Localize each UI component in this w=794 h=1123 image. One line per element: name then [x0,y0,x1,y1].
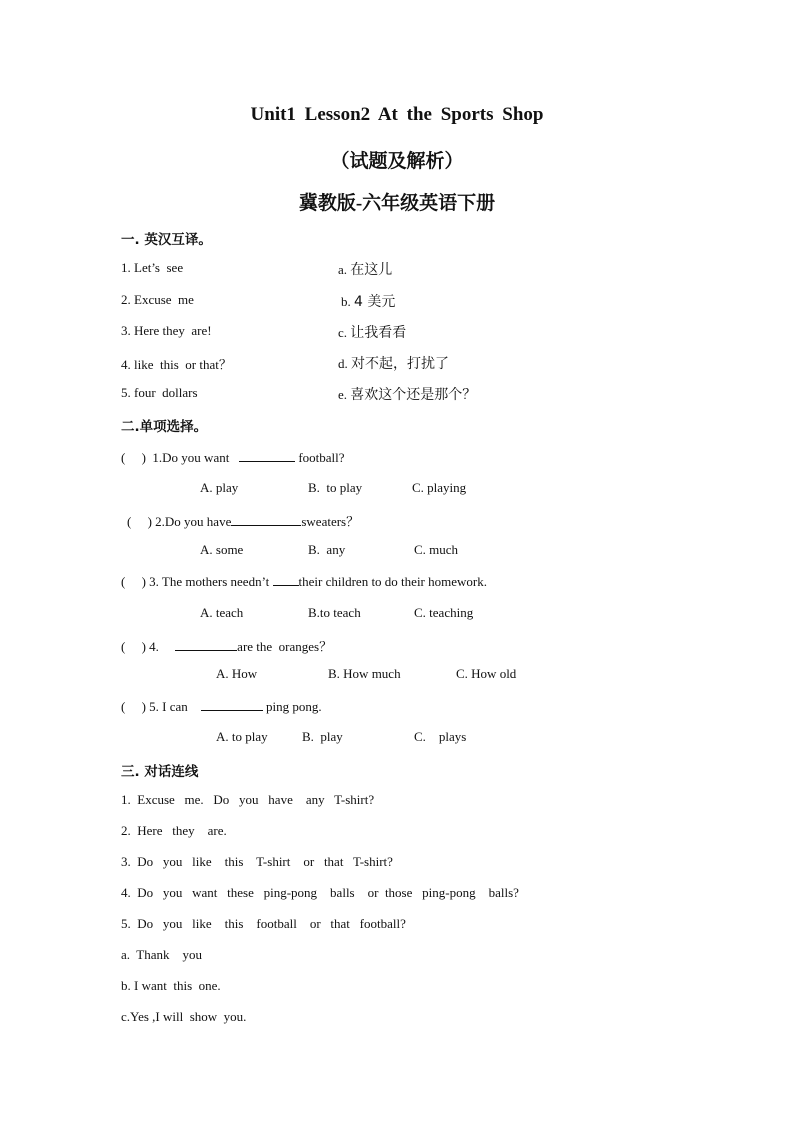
option[interactable]: C. much [414,542,459,557]
option[interactable]: B. How much [328,666,401,681]
section1-left-item: 4. like this or that？ [121,357,232,372]
dialogue-question: 3. Do you like this T-shirt or that T-shirt? [121,854,393,869]
section1-heading: 一. 英汉互译。 [121,232,212,248]
title-line-1: Unit1 Lesson2 At the Sports Shop [250,104,544,125]
question-line: ( ) 2.Do you have sweaters？ [127,514,360,529]
answer-blank[interactable] [273,573,299,586]
option[interactable]: A. How [216,666,258,681]
section1-right-item: b. 4 美元 [341,294,396,310]
title-line-2: （试题及解析） [330,151,464,172]
section2-heading: 二.单项选择。 [121,419,208,435]
answer-paren[interactable]: ( ) [121,574,146,589]
answer-blank[interactable] [231,513,301,526]
question-line: ( ) 1.Do you want football? [121,450,345,465]
answer-blank[interactable] [175,638,237,651]
section1-right-item: c. 让我看看 [338,325,407,341]
option[interactable]: C. plays [414,729,467,744]
dialogue-question: 2. Here they are. [121,823,227,838]
answer-paren[interactable]: ( ) [121,450,146,465]
dialogue-question: 1. Excuse me. Do you have any T-shirt? [121,792,375,807]
answer-blank[interactable] [201,698,263,711]
option[interactable]: B.to teach [308,605,361,620]
dialogue-question: 5. Do you like this football or that football? [121,916,406,931]
section1-left-item: 2. Excuse me [121,292,194,307]
option[interactable]: B. any [308,542,346,557]
answer-paren[interactable]: ( ) [121,639,146,654]
dialogue-answer: c.Yes ,I will show you. [121,1009,247,1024]
option[interactable]: A. some [200,542,244,557]
option[interactable]: C. playing [412,480,467,495]
option[interactable]: B. to play [308,480,363,495]
option[interactable]: C. teaching [414,605,474,620]
option[interactable]: A. play [200,480,239,495]
section1-left-item: 3. Here they are! [121,323,212,338]
answer-paren[interactable]: ( ) [127,514,152,529]
section3-heading: 三. 对话连线 [121,764,199,780]
title-line-3: 冀教版-六年级英语下册 [298,193,496,214]
answer-paren[interactable]: ( ) [121,699,146,714]
question-line: ( ) 4. are the oranges？ [121,639,333,654]
section1-left-item: 5. four dollars [121,385,198,400]
question-line: ( ) 3. The mothers needn’t their children to do their homework. [121,574,487,589]
option[interactable]: B. play [302,729,343,744]
section1-left-item: 1. Let’s see [121,260,184,275]
option[interactable]: C. How old [456,666,517,681]
section1-right-item: d. 对不起，打扰了 [338,356,449,372]
answer-blank[interactable] [239,449,295,462]
dialogue-answer: b. I want this one. [121,978,221,993]
section1-right-item: e. 喜欢这个还是那个？ [338,387,477,403]
dialogue-question: 4. Do you want these ping-pong balls or those ping-pong balls? [121,885,519,900]
section1-right-item: a. 在这儿 [338,262,393,278]
option[interactable]: A. teach [200,605,244,620]
dialogue-answer: a. Thank you [121,947,202,962]
question-line: ( ) 5. I can ping pong. [121,699,322,714]
option[interactable]: A. to play [216,729,268,744]
